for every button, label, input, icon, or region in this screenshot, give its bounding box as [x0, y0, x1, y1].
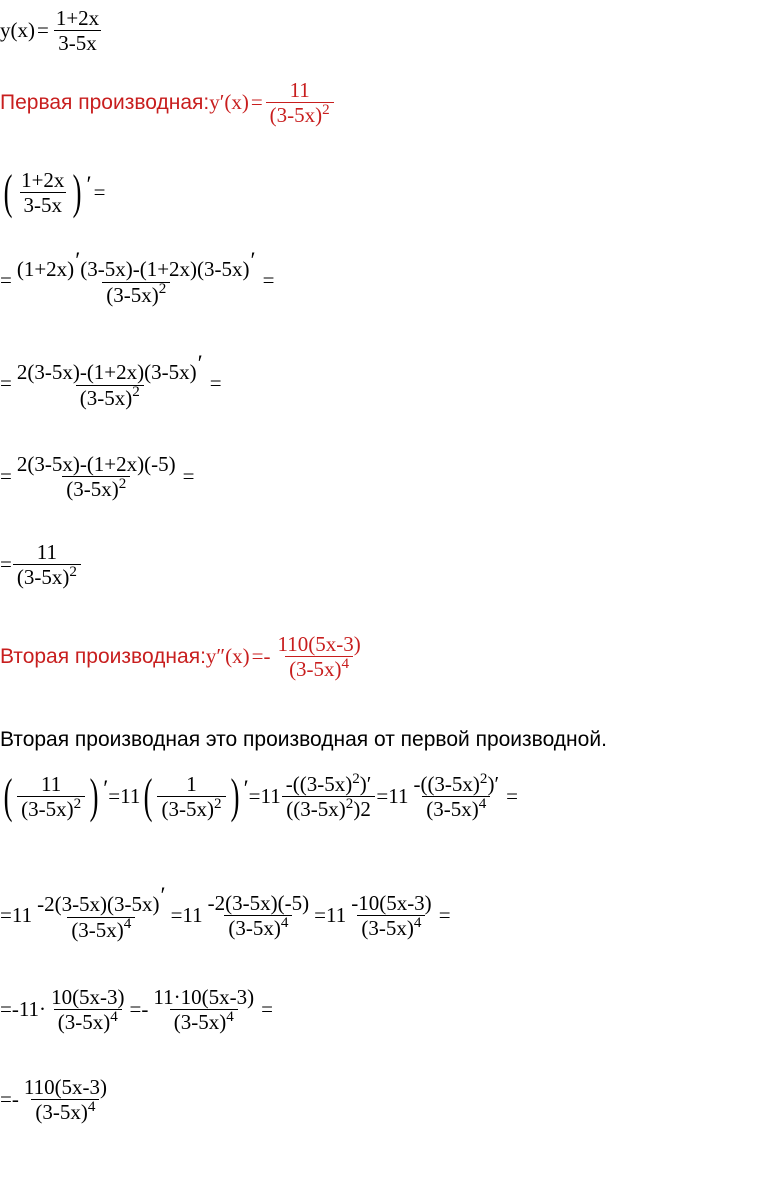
- exponent: 2: [345, 796, 354, 813]
- second-derivative-lhs: y″(x): [205, 644, 250, 669]
- denominator-base: (3-5x): [426, 797, 479, 822]
- exponent: 4: [341, 655, 350, 672]
- equals-sign: =: [182, 464, 195, 489]
- second-step-2: [0, 881, 453, 942]
- exponent: 2: [322, 101, 330, 118]
- prime-mark: ′: [160, 881, 166, 908]
- numerator-part: -2(3-5x)(3-5x): [37, 892, 160, 916]
- numerator: 10(5x-3): [51, 985, 125, 1009]
- denominator: [31, 1099, 99, 1124]
- numerator: 1+2x: [55, 6, 100, 30]
- prime-mark: ′: [197, 349, 203, 376]
- fraction: [266, 78, 334, 128]
- step-3: [0, 349, 224, 410]
- numerator-part: (3-5x)-(1+2x)(3-5x): [80, 257, 250, 281]
- exponent: 2: [132, 384, 140, 401]
- denominator: [67, 917, 135, 942]
- exponent: 2: [73, 795, 82, 812]
- first-derivative-result: [0, 78, 335, 128]
- right-paren: ): [89, 770, 99, 824]
- step-1: [0, 165, 107, 219]
- denominator-base: (3-5x): [289, 657, 342, 682]
- fraction: [13, 452, 180, 502]
- left-paren: (: [3, 770, 13, 824]
- denominator: [422, 796, 490, 821]
- fraction: [282, 772, 376, 822]
- denominator: [266, 102, 334, 127]
- numerator: 1+2x: [21, 168, 65, 192]
- numerator: 11: [41, 772, 62, 797]
- equals-sign: =: [0, 371, 12, 396]
- denominator-base: (3-5x): [21, 797, 74, 822]
- fraction: [409, 772, 503, 822]
- equals-coefficient: =11: [314, 903, 347, 928]
- numerator: -10(5x-3): [351, 891, 432, 916]
- denominator: [102, 282, 170, 307]
- numerator: -2(3-5x)(-5): [207, 891, 310, 916]
- fraction: [13, 246, 260, 307]
- denominator: [285, 656, 353, 681]
- fraction: [17, 168, 68, 217]
- equals-sign: =: [93, 180, 106, 205]
- exponent: 4: [87, 1098, 96, 1115]
- fraction: [157, 772, 225, 822]
- denominator-base: (3-5x): [66, 477, 119, 502]
- exponent: 2: [352, 770, 360, 787]
- function-definition: [0, 6, 104, 55]
- numerator: 11: [36, 540, 57, 564]
- fraction: [33, 881, 170, 942]
- prime-mark: ′: [86, 171, 92, 198]
- equals-coefficient: =-: [129, 997, 149, 1022]
- left-paren: (: [143, 770, 153, 824]
- denominator: [13, 564, 81, 589]
- second-step-3: [0, 985, 275, 1035]
- equals-coefficient: =11: [248, 784, 281, 809]
- denominator-base: (3-5x): [228, 916, 281, 941]
- second-step-4: [0, 1075, 112, 1125]
- step-2: [0, 246, 276, 307]
- numerator-part: 2(3-5x)-(1+2x)(3-5x): [16, 360, 197, 384]
- equals-sign: =: [261, 997, 273, 1022]
- left-paren: (: [3, 165, 13, 219]
- exponent: 2: [69, 563, 77, 580]
- equals-sign: =: [250, 90, 263, 115]
- second-derivative-result: [0, 632, 366, 682]
- exponent: 4: [413, 915, 422, 932]
- equals-coefficient: =-: [0, 1087, 19, 1112]
- numerator: [409, 772, 503, 796]
- function-lhs: y(x): [0, 18, 35, 43]
- numerator: 11: [289, 78, 310, 102]
- numerator: 110(5x-3): [23, 1075, 108, 1099]
- equals-sign: =: [262, 268, 275, 293]
- prime-mark: ′: [75, 246, 81, 273]
- denominator: [170, 1009, 238, 1034]
- exponent: 2: [479, 770, 488, 787]
- exponent: 4: [110, 1008, 118, 1025]
- equals-sign: =: [0, 464, 12, 489]
- exponent: 2: [118, 475, 127, 492]
- denominator-base: (3-5x): [161, 797, 214, 822]
- numerator: 110(5x-3): [277, 632, 361, 656]
- numerator-part: -((3-5x): [285, 772, 353, 796]
- exponent: 2: [213, 795, 222, 812]
- fraction: [52, 6, 103, 55]
- right-paren: ): [73, 165, 82, 219]
- exponent: 4: [478, 796, 487, 813]
- equals-coefficient: =-11·: [0, 997, 47, 1022]
- denominator: 3-5x: [20, 192, 67, 217]
- denominator: [282, 796, 375, 821]
- first-derivative-label: Первая производная:: [0, 90, 210, 114]
- denominator-base: ((3-5x): [286, 797, 346, 822]
- fraction: [13, 540, 81, 590]
- denominator-base: (3-5x): [173, 1010, 227, 1035]
- exponent: 4: [280, 915, 289, 932]
- exponent: 4: [123, 916, 132, 933]
- fraction: [204, 891, 313, 941]
- denominator: [76, 385, 144, 410]
- equals-sign: =-: [251, 644, 271, 669]
- numerator: 2(3-5x)-(1+2x)(-5): [16, 452, 176, 476]
- equals-sign: =: [506, 784, 518, 809]
- denominator: [357, 915, 425, 940]
- denominator: [54, 1009, 122, 1034]
- fraction: [347, 891, 435, 941]
- equals-coefficient: =11: [376, 784, 409, 809]
- exponent: 4: [226, 1008, 234, 1025]
- equals-sign: =: [37, 18, 49, 43]
- numerator-part: -((3-5x): [413, 772, 480, 796]
- numerator: [33, 881, 170, 917]
- denominator: [17, 796, 85, 821]
- fraction: [149, 985, 258, 1035]
- equals-sign: =: [0, 268, 12, 293]
- numerator: [13, 246, 260, 282]
- equals-sign: =: [0, 552, 12, 577]
- denominator-base: (3-5x): [16, 565, 70, 590]
- equals-sign: =: [438, 903, 451, 928]
- equals-coefficient: =11: [170, 903, 203, 928]
- first-derivative-lhs: y′(x): [209, 90, 249, 115]
- explanation-text: Вторая производная это производная от первой производной.: [0, 728, 607, 751]
- fraction: [273, 632, 364, 682]
- denominator-base: (3-5x): [79, 385, 133, 410]
- denominator: [62, 476, 130, 501]
- prime-mark: ′: [103, 775, 109, 802]
- second-derivative-label: Вторая производная:: [0, 644, 206, 668]
- denominator-base: (3-5x): [106, 282, 159, 307]
- denominator-base: (3-5x): [35, 1100, 88, 1125]
- fraction: [20, 1075, 111, 1125]
- denominator: [224, 915, 292, 940]
- numerator: 1: [186, 772, 197, 797]
- numerator: 11·10(5x-3): [153, 985, 255, 1009]
- denominator-base: (3-5x): [361, 916, 414, 941]
- numerator-part: )′: [487, 772, 500, 796]
- numerator-part: (1+2x): [16, 257, 75, 281]
- right-paren: ): [230, 770, 239, 824]
- denominator-part: )2: [353, 797, 371, 822]
- equals-sign: =: [209, 371, 222, 396]
- equals-coefficient: =11: [0, 903, 33, 928]
- second-step-1: [0, 772, 520, 822]
- denominator-base: (3-5x): [269, 103, 323, 128]
- denominator: 3-5x: [54, 30, 101, 55]
- fraction: [47, 985, 128, 1035]
- numerator: [13, 349, 207, 385]
- exponent: 2: [158, 281, 167, 298]
- numerator-part: )′: [359, 772, 372, 796]
- denominator-base: (3-5x): [57, 1010, 111, 1035]
- step-4: [0, 452, 196, 502]
- fraction: [13, 349, 207, 410]
- prime-mark: ′: [243, 775, 249, 802]
- fraction: [17, 772, 85, 822]
- prime-mark: ′: [250, 246, 256, 273]
- denominator: [157, 796, 225, 821]
- step-5: [0, 540, 82, 590]
- numerator: [282, 772, 376, 796]
- equals-coefficient: =11: [108, 784, 141, 809]
- denominator-base: (3-5x): [71, 917, 124, 942]
